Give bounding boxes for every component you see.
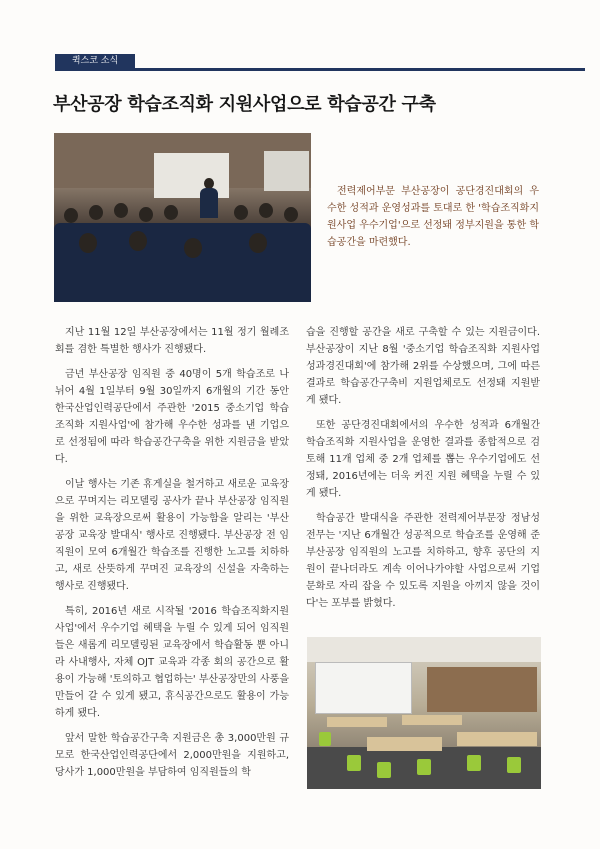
paragraph: 금년 부산공장 임직원 중 40명이 5개 학습조로 나뉘어 4월 1일부터 9월 30일까지 6개월의 기간 동안 한국산업인력공단에서 주관한 '2015 중소기업 학습조직화 지원사업'에 참가해 우수한 성과를 낸 기업으로 선정됨에 따라 학습공간구축을 위한 지원금을 받았다.: [55, 369, 289, 465]
article-column-right: [306, 324, 540, 620]
paragraph: 지난 11월 12일 부산공장에서는 11월 정기 월례조회를 겸한 특별한 행사가 진행됐다.: [55, 327, 289, 355]
paragraph: 학습공간 발대식을 주관한 전력제어부문장 정남성 전무는 '지난 6개월간 성공적으로 학습조를 운영해 준 부산공장 임직원의 노고를 치하하고, 향후 공단의 지원이 끝나더라도 계속 이어나가야할 사업으로써 기업 문화로 자리 잡을 수 있도록 지원을 아끼지 않을 것이다'는 포부를 밝혔다.: [306, 513, 540, 609]
header-rule: [55, 68, 585, 71]
paragraph: 습을 진행할 공간을 새로 구축할 수 있는 지원금이다. 부산공장이 지난 8월 '중소기업 학습조직화 지원사업 성과경진대회'에 참가해 2위를 수상했으며, 그에 따른 결과로 학습공간구축비 지원업체로도 선정돼 지원받게 됐다.: [306, 327, 540, 406]
assembly-photo: [54, 133, 311, 302]
paragraph: 특히, 2016년 새로 시작될 '2016 학습조직화지원사업'에서 우수기업 혜택을 누릴 수 있게 되어 임직원들은 새롭게 리모델링된 교육장에서 학습활동 뿐 아니라 사내행사, 자체 OJT 교육과 각종 회의 공간으로 활용이 가능해 '토의하고 협업하는' 부산공장만의 사풍을 만들어 갈 수 있게 됐고, 휴식공간으로도 활용이 가능하게 됐다.: [55, 606, 289, 719]
section-tag: 퀵스코 소식: [55, 54, 135, 68]
article-column-left: [55, 324, 289, 789]
paragraph: 앞서 말한 학습공간구축 지원금은 총 3,000만원 규모로 한국산업인력공단에서 2,000만원을 지원하고, 당사가 1,000만원을 부담하여 임직원들의 학: [55, 733, 289, 778]
classroom-photo: [307, 637, 541, 789]
paragraph: 이날 행사는 기존 휴게실을 철거하고 새로운 교육장으로 꾸며지는 리모델링 공사가 끝나 부산공장 임직원을 위한 교육장으로써 활용이 가능함을 알리는 '부산공장 교육장 발대식' 행사로 진행됐다. 부산공장 전 임직원이 모여 6개월간 학습조를 진행한 노고를 치하하고, 새로 산뜻하게 꾸며진 교육장의 신설을 자축하는 행사로 진행됐다.: [55, 479, 289, 592]
lead-summary: 전력제어부문 부산공장이 공단경진대회의 우수한 성적과 운영성과를 토대로 한 '학습조직화지원사업 우수기업'으로 선정돼 정부지원을 통한 학습공간을 마련했다.: [327, 186, 539, 248]
paragraph: 또한 공단경진대회에서의 우수한 성적과 6개월간 학습조직화 지원사업을 운영한 결과를 종합적으로 검토해 11개 업체 중 2개 업체를 뽑는 우수기업에도 선정돼, 2016년에는 더욱 커진 지원 혜택을 누릴 수 있게 됐다.: [306, 420, 540, 499]
article-title: 부산공장 학습조직화 지원사업으로 학습공간 구축: [53, 94, 436, 115]
